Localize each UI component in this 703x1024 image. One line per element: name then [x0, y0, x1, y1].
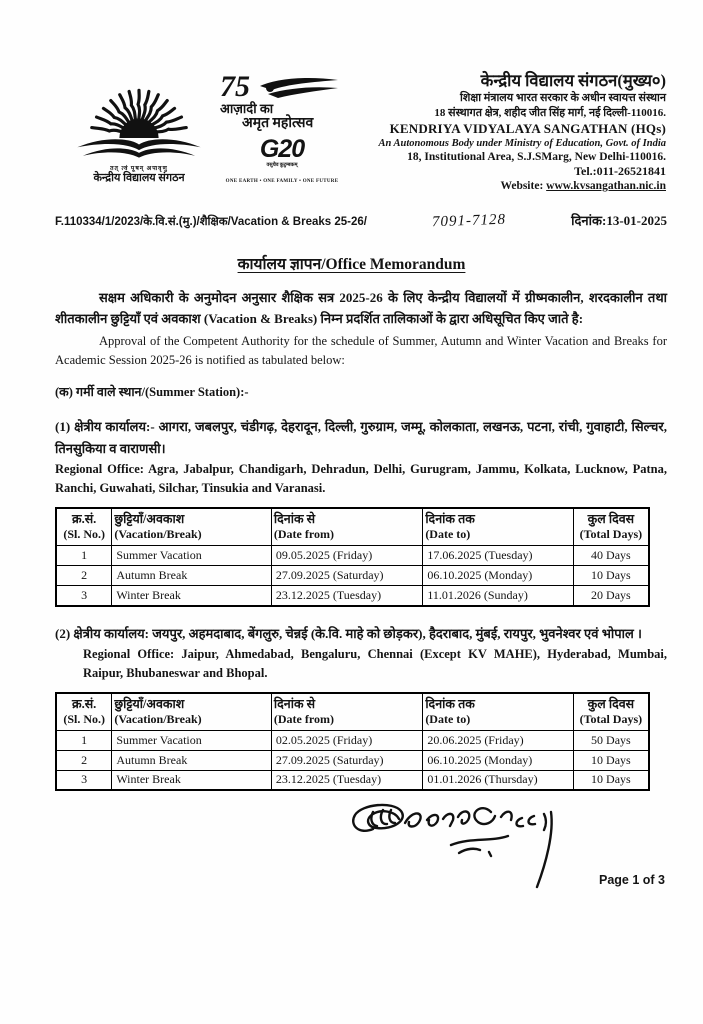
signature-scribble — [343, 795, 568, 895]
memo-body — [55, 287, 667, 893]
org-name-english: KENDRIYA VIDYALAYA SANGATHAN (HQs) — [389, 121, 666, 136]
file-number: F.110334/1/2023/के.वि.सं.(मु.)/शैक्षिक/Vacation & Breaks 25-26/ — [55, 216, 367, 228]
cell-date-to: 11.01.2026 (Sunday) — [423, 586, 573, 606]
reference-line — [55, 211, 667, 230]
cell-vacation: Summer Vacation — [112, 546, 272, 566]
table-header-row — [56, 693, 649, 731]
cell-total-days: 50 Days — [573, 730, 649, 750]
approval-paragraph-hindi: सक्षम अधिकारी के अनुमोदन अनुसार शैक्षिक सत्र 2025-26 के लिए केन्द्रीय विद्यालयों में ग्रीष्मकालीन, शरदकालीन तथा शीतकालीन छुट्टियाँ एवं अवकाश (Vacation & Breaks) निम्न प्रदर्शित तालिकाओं के द्वारा अधिसूचित किए जाते है: — [55, 290, 667, 326]
cell-slno: 1 — [56, 730, 112, 750]
org-address-block — [336, 70, 666, 194]
cell-slno: 2 — [56, 750, 112, 770]
letterhead — [58, 70, 666, 202]
signature-area — [55, 793, 667, 893]
cell-slno: 1 — [56, 546, 112, 566]
table-row — [56, 750, 649, 770]
cell-total-days: 40 Days — [573, 546, 649, 566]
azadi-line2: अमृत महोत्सव — [242, 116, 314, 131]
cell-date-to: 20.06.2025 (Friday) — [423, 730, 573, 750]
region-group-1 — [55, 416, 667, 498]
col-header-total-days: कुल दिवस (Total Days) — [573, 508, 649, 546]
table-row — [56, 546, 649, 566]
table-header-row — [56, 508, 649, 546]
org-ministry-hindi: शिक्षा मंत्रालय भारत सरकार के अधीन स्वायत्त संस्थान — [459, 92, 666, 104]
campaign-logos — [216, 70, 348, 185]
g20-tagline: ONE EARTH • ONE FAMILY • ONE FUTURE — [225, 179, 339, 184]
col-header-vacation: छुट्टियाँ/अवकाश (Vacation/Break) — [112, 693, 272, 731]
col-header-slno: क्र.सं. (Sl. No.) — [56, 693, 112, 731]
table-row — [56, 566, 649, 586]
org-address-english: 18, Institutional Area, S.J.SMarg, New Delhi-110016. — [407, 151, 666, 163]
cell-vacation: Summer Vacation — [112, 730, 272, 750]
org-website-line — [336, 179, 666, 194]
table-row — [56, 586, 649, 606]
cell-date-from: 23.12.2025 (Tuesday) — [271, 770, 422, 790]
cell-total-days: 20 Days — [573, 586, 649, 606]
cell-date-from: 27.09.2025 (Saturday) — [271, 566, 422, 586]
kvs-sun-book-icon — [60, 80, 218, 166]
cell-date-to: 06.10.2025 (Monday) — [423, 566, 573, 586]
website-url: www.kvsangathan.nic.in — [546, 180, 666, 192]
region2-offices-hindi: (2) क्षेत्रीय कार्यालय: जयपुर, अहमदाबाद, बेंगलुरु, चेन्नई (के.वि. माहे को छोड़कर), हैदराबाद, मुंबई, रायपुर, भुवनेश्वर एवं भोपाल । — [55, 625, 642, 641]
flag-swoosh-icon — [258, 76, 340, 107]
azadi-line1: आज़ादी का — [220, 101, 274, 116]
kvs-logo-caption: केन्द्रीय विद्यालय संगठन — [93, 172, 185, 184]
website-label: Website: — [500, 180, 547, 192]
vacation-table-1 — [55, 507, 650, 607]
org-telephone: Tel.:011-26521841 — [574, 164, 666, 178]
cell-date-to: 06.10.2025 (Monday) — [423, 750, 573, 770]
org-address-hindi: 18 संस्थागत क्षेत्र, शहीद जीत सिंह मार्ग, नई दिल्ली-110016. — [434, 107, 666, 119]
kvs-logo — [60, 80, 218, 184]
memo-date: दिनांक:13-01-2025 — [571, 213, 667, 228]
azadi-75-numeral: 75 — [220, 70, 250, 103]
col-header-date-from: दिनांक से (Date from) — [271, 508, 422, 546]
col-header-slno: क्र.सं. (Sl. No.) — [56, 508, 112, 546]
cell-date-to: 01.01.2026 (Thursday) — [423, 770, 573, 790]
table-row — [56, 730, 649, 750]
cell-date-from: 23.12.2025 (Tuesday) — [271, 586, 422, 606]
org-name-hindi: केन्द्रीय विद्यालय संगठन(मुख्य०) — [480, 71, 666, 90]
col-header-date-to: दिनांक तक (Date to) — [423, 693, 573, 731]
g20-subtext: वसुधैव कुटुम्बकम् — [266, 163, 298, 168]
col-header-date-from: दिनांक से (Date from) — [271, 693, 422, 731]
cell-slno: 3 — [56, 770, 112, 790]
g20-logo: G20 — [259, 135, 305, 163]
region-group-2 — [55, 623, 667, 683]
diary-number-handwritten: 7091-7128 — [431, 211, 507, 231]
cell-total-days: 10 Days — [573, 566, 649, 586]
cell-slno: 2 — [56, 566, 112, 586]
region2-offices-english: Regional Office: Jaipur, Ahmedabad, Bengaluru, Chennai (Except KV MAHE), Hyderabad, Mumbai, Raipur, Bhubaneswar and Bhopal. — [83, 646, 667, 680]
azadi-ka-amrit-mahotsav-logo — [216, 70, 348, 136]
cell-vacation: Autumn Break — [112, 566, 272, 586]
cell-vacation: Winter Break — [112, 770, 272, 790]
region1-offices-hindi: (1) क्षेत्रीय कार्यालय:- आगरा, जबलपुर, चंडीगढ़, देहरादून, दिल्ली, गुरुग्राम, जम्मू, कोलकाता, लखनऊ, पटना, रांची, गुवाहाटी, सिल्चर, तिनसुकिया व वाराणसी। — [55, 419, 667, 456]
cell-vacation: Autumn Break — [112, 750, 272, 770]
summer-station-heading: (क) गर्मी वाले स्थान/(Summer Station):- — [55, 385, 249, 399]
cell-total-days: 10 Days — [573, 750, 649, 770]
page-number: Page 1 of 3 — [599, 873, 665, 887]
cell-date-to: 17.06.2025 (Tuesday) — [423, 546, 573, 566]
cell-date-from: 27.09.2025 (Saturday) — [271, 750, 422, 770]
cell-date-from: 09.05.2025 (Friday) — [271, 546, 422, 566]
region1-offices-english: Regional Office: Agra, Jabalpur, Chandigarh, Dehradun, Delhi, Gurugram, Jammu, Kolkata, Lucknow, Patna, Ranchi, Guwahati, Silchar, Tinsukia and Varanasi. — [55, 462, 667, 495]
col-header-date-to: दिनांक तक (Date to) — [423, 508, 573, 546]
org-ministry-english: An Autonomous Body under Ministry of Education, Govt. of India — [378, 138, 666, 149]
vacation-table-2 — [55, 692, 650, 792]
memo-title: कार्यालय ज्ञापन/Office Memorandum — [237, 256, 466, 273]
kvs-motto: तत् त्वं पूषन् अपावृणु — [110, 166, 168, 172]
cell-date-from: 02.05.2025 (Friday) — [271, 730, 422, 750]
cell-vacation: Winter Break — [112, 586, 272, 606]
cell-total-days: 10 Days — [573, 770, 649, 790]
table-row — [56, 770, 649, 790]
col-header-vacation: छुट्टियाँ/अवकाश (Vacation/Break) — [112, 508, 272, 546]
approval-paragraph-english: Approval of the Competent Authority for the schedule of Summer, Autumn and Winter Vacation and Breaks for Academic Session 2025-26 is notified as tabulated below: — [55, 334, 667, 367]
col-header-total-days: कुल दिवस (Total Days) — [573, 693, 649, 731]
cell-slno: 3 — [56, 586, 112, 606]
